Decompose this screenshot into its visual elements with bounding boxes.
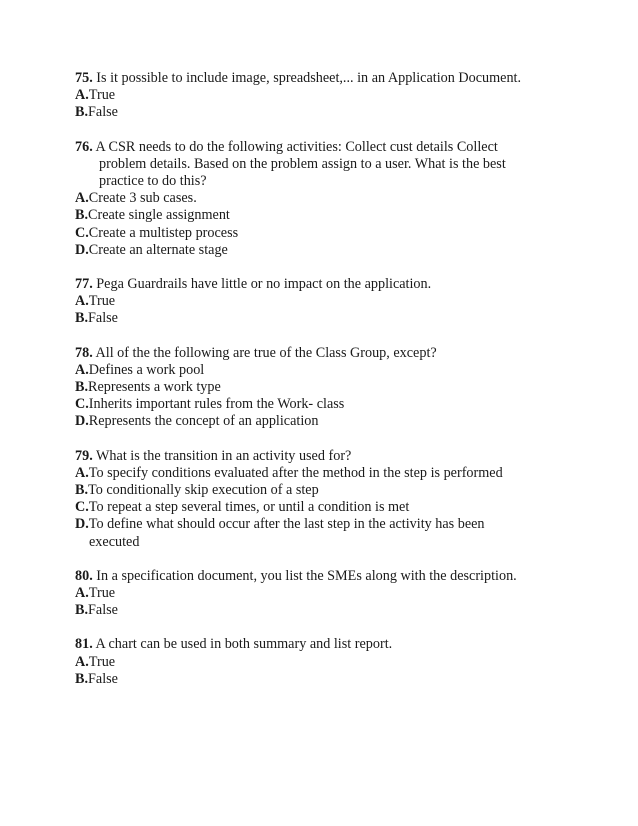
question-text bbox=[75, 448, 615, 465]
question-number: 80. bbox=[75, 567, 93, 584]
question-75 bbox=[75, 70, 615, 122]
answer-option bbox=[75, 310, 615, 327]
question-80 bbox=[75, 568, 615, 620]
question-line: problem details. Based on the problem assign to a user. What is the best bbox=[99, 155, 506, 172]
option-letter: A. bbox=[75, 361, 89, 378]
option-text: True bbox=[88, 653, 116, 670]
answer-option bbox=[75, 654, 615, 671]
question-text-continuation bbox=[75, 173, 615, 190]
option-letter: A. bbox=[75, 190, 89, 207]
option-text: Inherits important rules from the Work- class bbox=[88, 396, 345, 413]
question-text bbox=[75, 70, 615, 87]
option-text: True bbox=[88, 293, 116, 310]
question-text bbox=[75, 345, 615, 362]
answer-option bbox=[75, 190, 615, 207]
question-number: 79. bbox=[75, 447, 93, 464]
question-79 bbox=[75, 448, 615, 551]
option-text: False bbox=[88, 602, 118, 619]
option-text: Defines a work pool bbox=[88, 361, 205, 378]
answer-option bbox=[75, 293, 615, 310]
answer-option bbox=[75, 585, 615, 602]
question-text-continuation bbox=[75, 156, 615, 173]
option-text: True bbox=[88, 585, 116, 602]
answer-option bbox=[75, 482, 615, 499]
question-number: 76. bbox=[75, 138, 93, 155]
answer-option bbox=[75, 516, 615, 533]
answer-option bbox=[75, 499, 615, 516]
option-letter: B. bbox=[75, 104, 89, 121]
option-letter: A. bbox=[75, 653, 89, 670]
question-text bbox=[75, 636, 615, 653]
option-text: Create 3 sub cases. bbox=[88, 190, 197, 207]
option-letter: B. bbox=[75, 602, 89, 619]
question-81 bbox=[75, 636, 615, 688]
answer-option bbox=[75, 534, 615, 551]
question-77 bbox=[75, 276, 615, 328]
option-letter: A. bbox=[75, 293, 89, 310]
answer-option bbox=[75, 396, 615, 413]
question-78 bbox=[75, 345, 615, 431]
question-line: A CSR needs to do the following activities: Collect cust details Collect bbox=[95, 138, 498, 155]
option-letter: B. bbox=[75, 207, 89, 224]
option-text: False bbox=[88, 310, 118, 327]
answer-option bbox=[75, 671, 615, 688]
option-text: Create a multistep process bbox=[88, 224, 239, 241]
option-letter: C. bbox=[75, 224, 89, 241]
option-text: False bbox=[88, 104, 118, 121]
option-letter: B. bbox=[75, 670, 89, 687]
option-letter: A. bbox=[75, 87, 89, 104]
option-text: Create an alternate stage bbox=[88, 241, 228, 258]
option-letter: A. bbox=[75, 585, 89, 602]
option-text: Represents a work type bbox=[88, 379, 221, 396]
question-text bbox=[75, 568, 615, 585]
question-line: In a specification document, you list the SMEs along with the description. bbox=[96, 567, 517, 584]
option-letter: A. bbox=[75, 464, 89, 481]
answer-option bbox=[75, 225, 615, 242]
option-letter: B. bbox=[75, 482, 89, 499]
question-line: All of the the following are true of the Class Group, except? bbox=[95, 344, 437, 361]
question-line: A chart can be used in both summary and list report. bbox=[95, 636, 393, 653]
answer-option bbox=[75, 87, 615, 104]
question-text bbox=[75, 276, 615, 293]
question-number: 77. bbox=[75, 276, 93, 293]
answer-option bbox=[75, 104, 615, 121]
question-number: 78. bbox=[75, 344, 93, 361]
question-number: 75. bbox=[75, 70, 93, 86]
option-letter: D. bbox=[75, 516, 89, 533]
option-letter: C. bbox=[75, 499, 89, 516]
option-text: Create single assignment bbox=[88, 207, 230, 224]
document-page bbox=[75, 70, 615, 705]
question-line: practice to do this? bbox=[99, 173, 207, 190]
option-text: To repeat a step several times, or until a condition is met bbox=[88, 499, 410, 516]
answer-option bbox=[75, 379, 615, 396]
option-text: False bbox=[88, 670, 118, 687]
answer-option bbox=[75, 602, 615, 619]
answer-option bbox=[75, 465, 615, 482]
option-text: Represents the concept of an application bbox=[88, 413, 319, 430]
question-line: Is it possible to include image, spreadsheet,... in an Application Document. bbox=[96, 70, 522, 86]
answer-option bbox=[75, 362, 615, 379]
answer-option bbox=[75, 413, 615, 430]
question-76 bbox=[75, 139, 615, 259]
option-letter: D. bbox=[75, 413, 89, 430]
answer-option bbox=[75, 207, 615, 224]
question-number: 81. bbox=[75, 636, 93, 653]
option-text: To specify conditions evaluated after the method in the step is performed bbox=[88, 464, 503, 481]
option-text: To define what should occur after the last step in the activity has been bbox=[88, 516, 485, 533]
option-letter: B. bbox=[75, 310, 89, 327]
option-letter: D. bbox=[75, 241, 89, 258]
question-text bbox=[75, 139, 615, 156]
option-letter: C. bbox=[75, 396, 89, 413]
option-text: To conditionally skip execution of a step bbox=[88, 482, 319, 499]
question-line: Pega Guardrails have little or no impact on the application. bbox=[96, 276, 432, 293]
question-line: What is the transition in an activity used for? bbox=[96, 447, 352, 464]
answer-option bbox=[75, 242, 615, 259]
option-letter: B. bbox=[75, 379, 89, 396]
option-text: executed bbox=[89, 533, 140, 550]
option-text: True bbox=[88, 87, 116, 104]
